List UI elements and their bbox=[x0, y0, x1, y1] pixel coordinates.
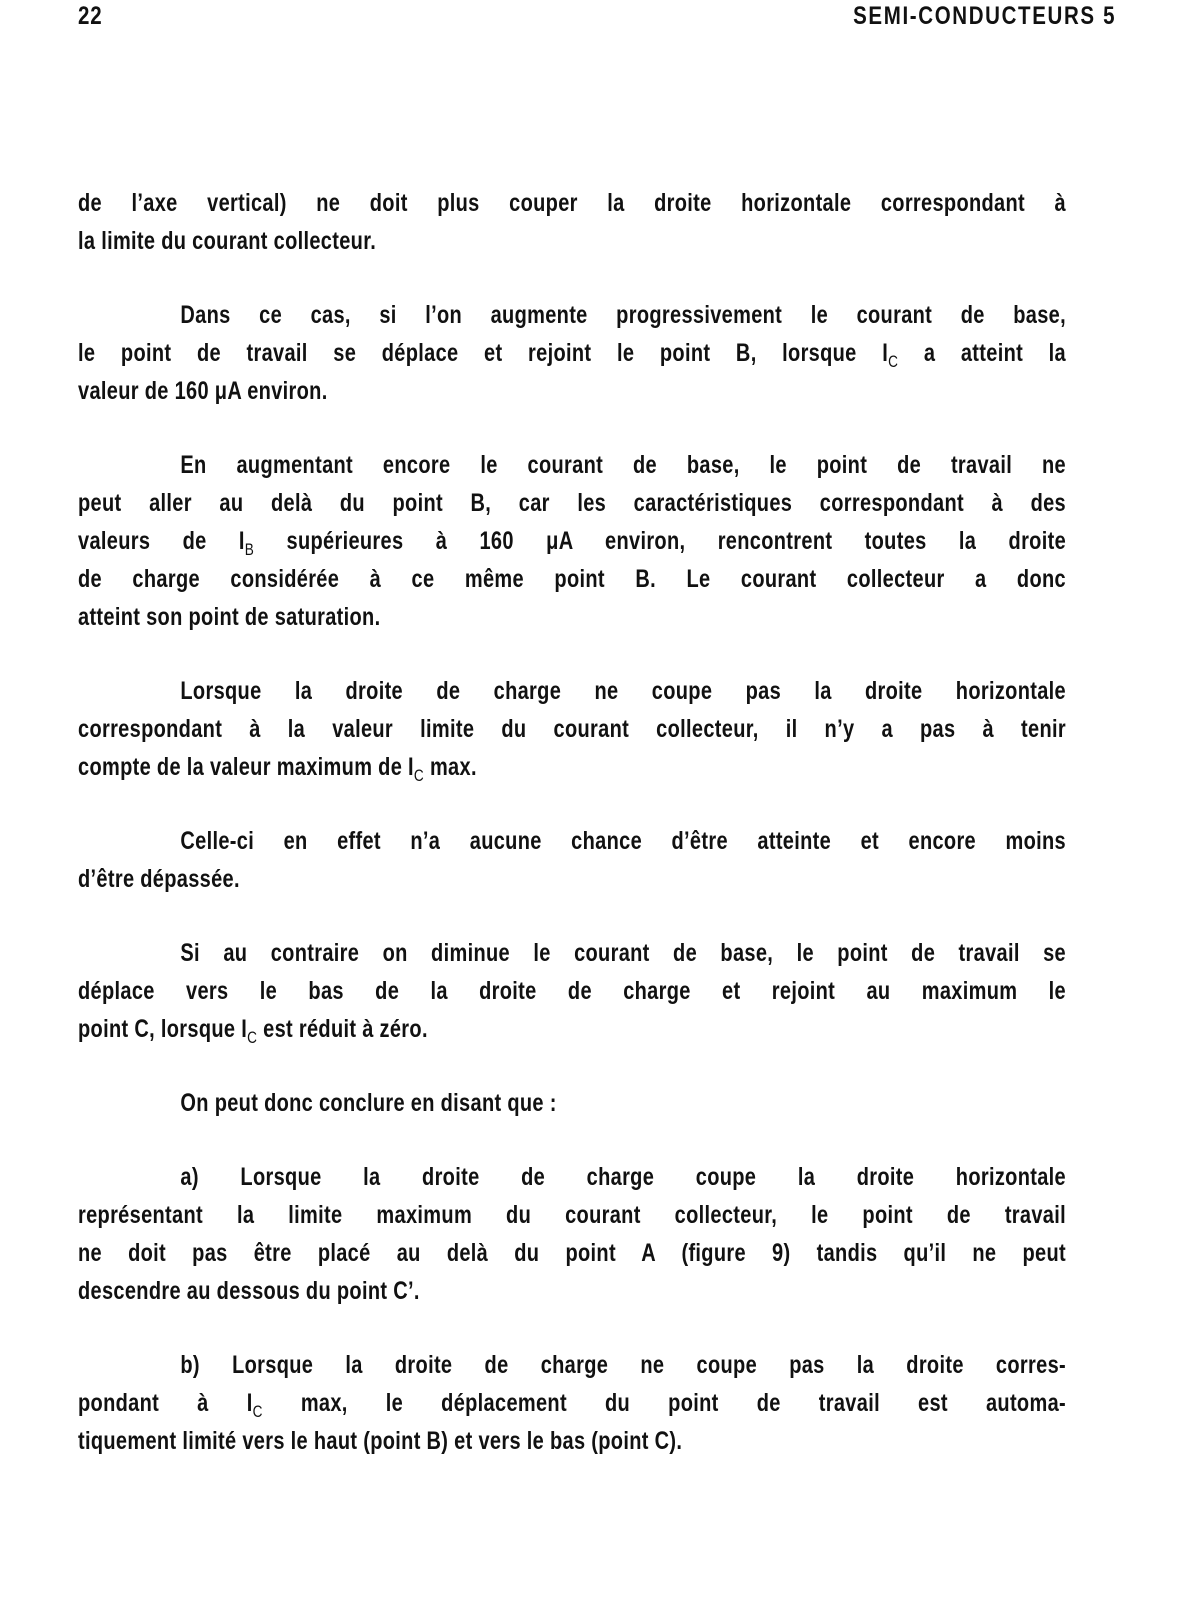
text-run: est réduit à zéro. bbox=[257, 1015, 428, 1043]
text-line bbox=[78, 526, 1066, 564]
text-line: tiquement limité vers le haut (point B) et vers le bas (point C). bbox=[78, 1427, 683, 1455]
running-title: SEMI-CONDUCTEURS 5 bbox=[853, 2, 1117, 30]
text-line: Dans ce cas, si l’on augmente progressivement le courant de base, bbox=[180, 301, 1066, 329]
page-number: 22 bbox=[78, 2, 103, 30]
paragraph bbox=[78, 938, 1128, 1052]
subscript: C bbox=[888, 352, 899, 371]
subscript: C bbox=[252, 1402, 263, 1421]
text-line bbox=[78, 1388, 1066, 1426]
text-line: d’être dépassée. bbox=[78, 865, 240, 893]
text-run: compte de la valeur maximum de I bbox=[78, 753, 414, 781]
text-line: de charge considérée à ce même point B. Le courant collecteur a donc bbox=[78, 565, 1066, 593]
text-line bbox=[78, 338, 1066, 376]
paragraph bbox=[78, 1088, 1128, 1126]
paragraph bbox=[78, 826, 1128, 902]
text-line: la limite du courant collecteur. bbox=[78, 227, 377, 255]
paragraph-continuation bbox=[78, 188, 1128, 264]
paragraph bbox=[78, 450, 1128, 640]
page-header bbox=[78, 2, 1117, 36]
text-line: ne doit pas être placé au delà du point A (figure 9) tandis qu’il ne peut bbox=[78, 1239, 1066, 1267]
paragraph bbox=[78, 300, 1128, 414]
text-line: de l’axe vertical) ne doit plus couper la droite horizontale correspondant à bbox=[78, 189, 1066, 217]
subscript: C bbox=[413, 766, 425, 785]
list-item-a bbox=[78, 1162, 1128, 1314]
text-line: Si au contraire on diminue le courant de base, le point de travail se bbox=[180, 939, 1066, 967]
text-line: Celle-ci en effet n’a aucune chance d’être atteinte et encore moins bbox=[180, 827, 1066, 855]
text-run: max, le déplacement du point de travail est automa- bbox=[262, 1389, 1066, 1417]
subscript: B bbox=[244, 540, 255, 559]
text-line: En augmentant encore le courant de base, le point de travail ne bbox=[180, 451, 1066, 479]
text-run: pondant à I bbox=[78, 1389, 253, 1417]
text-line: descendre au dessous du point C’. bbox=[78, 1277, 420, 1305]
text-line bbox=[78, 752, 918, 790]
text-line: Lorsque la droite de charge ne coupe pas la droite horizontale bbox=[180, 677, 1066, 705]
text-line: a) Lorsque la droite de charge coupe la droite horizontale bbox=[180, 1163, 1066, 1191]
list-item-b bbox=[78, 1350, 1128, 1464]
text-run: max. bbox=[424, 753, 477, 781]
text-run: supérieures à 160 μA environ, rencontrent toutes la droite bbox=[254, 527, 1067, 555]
subscript: C bbox=[247, 1028, 258, 1047]
body-text bbox=[78, 188, 1128, 1464]
text-line: représentant la limite maximum du courant collecteur, le point de travail bbox=[78, 1201, 1066, 1229]
text-line: On peut donc conclure en disant que : bbox=[180, 1089, 557, 1117]
paragraph bbox=[78, 676, 1128, 790]
text-line: atteint son point de saturation. bbox=[78, 603, 381, 631]
text-run: point C, lorsque I bbox=[78, 1015, 248, 1043]
text-run: le point de travail se déplace et rejoint le point B, lorsque I bbox=[78, 339, 889, 367]
text-line: peut aller au delà du point B, car les caractéristiques correspondant à des bbox=[78, 489, 1066, 517]
text-line bbox=[78, 1014, 918, 1052]
text-line: correspondant à la valeur limite du courant collecteur, il n’y a pas à tenir bbox=[78, 715, 1066, 743]
text-run: valeurs de I bbox=[78, 527, 245, 555]
text-line: b) Lorsque la droite de charge ne coupe pas la droite corres- bbox=[180, 1351, 1066, 1379]
text-line: déplace vers le bas de la droite de charge et rejoint au maximum le bbox=[78, 977, 1066, 1005]
text-line: valeur de 160 μA environ. bbox=[78, 377, 328, 405]
text-run: a atteint la bbox=[898, 339, 1066, 367]
